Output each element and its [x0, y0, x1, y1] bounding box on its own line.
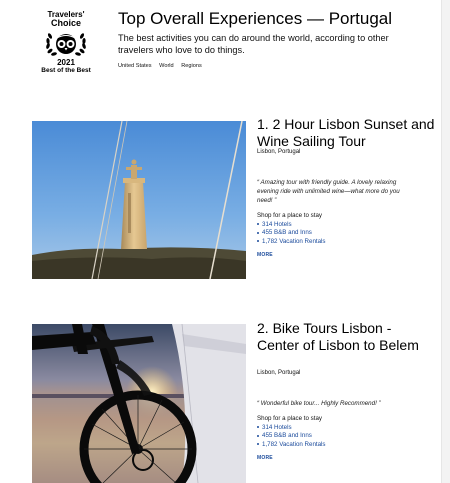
- link-bnb-label[interactable]: 455 B&B and Inns: [262, 432, 312, 440]
- region-filters: [118, 62, 208, 70]
- bullet-icon: [257, 435, 259, 437]
- more-link[interactable]: MORE: [257, 455, 273, 461]
- badge-line-2: Choice: [50, 18, 81, 28]
- stay-links: [257, 424, 326, 449]
- link-bnb[interactable]: [257, 229, 326, 237]
- page-subtitle: The best activities you can do around the world, according to other travelers who love to do things.: [118, 33, 389, 55]
- bullet-icon: [257, 443, 259, 445]
- filter-world[interactable]: World: [159, 63, 174, 69]
- bullet-icon: [257, 240, 259, 242]
- shop-for-stay-label: Shop for a place to stay: [257, 212, 323, 219]
- page-title: Top Overall Experiences — Portugal: [118, 9, 393, 28]
- owl-laurel-icon: [41, 29, 91, 59]
- link-vacation-rentals-label[interactable]: 1,782 Vacation Rentals: [262, 440, 326, 448]
- link-hotels[interactable]: [257, 424, 326, 432]
- listing-location: Lisbon, Portugal: [257, 370, 301, 376]
- shop-for-stay-label: Shop for a place to stay: [257, 415, 323, 422]
- bullet-icon: [257, 426, 259, 428]
- link-vacation-rentals[interactable]: [257, 238, 326, 246]
- listing-photo-lisbon-sunset[interactable]: [32, 121, 246, 279]
- listing-location: Lisbon, Portugal: [257, 149, 301, 155]
- bullet-icon: [257, 223, 259, 225]
- listing-title[interactable]: 2. Bike Tours Lisbon - Center of Lisbon to Belem: [257, 320, 419, 353]
- badge-subtitle: Best of the Best: [41, 67, 91, 74]
- link-bnb-label[interactable]: 455 B&B and Inns: [262, 229, 312, 237]
- badge-line-1: Travelers': [47, 10, 85, 19]
- listing-photo-bike-tour[interactable]: [32, 324, 246, 483]
- link-bnb[interactable]: [257, 432, 326, 440]
- more-link[interactable]: MORE: [257, 252, 273, 258]
- cristo-rei-photo: [32, 121, 246, 279]
- travelers-choice-badge: [34, 10, 98, 75]
- stay-links: [257, 221, 326, 246]
- link-vacation-rentals-label[interactable]: 1,782 Vacation Rentals: [262, 237, 326, 245]
- filter-regions[interactable]: Regions: [181, 63, 202, 69]
- listing-review: “ Amazing tour with friendly guide. A lovely relaxing evening ride with unlimited wine—what more do you need! ”: [257, 179, 400, 204]
- link-hotels-label[interactable]: 314 Hotels: [262, 424, 292, 431]
- listing-title[interactable]: 1. 2 Hour Lisbon Sunset and Wine Sailing Tour: [257, 116, 435, 149]
- bike-sunset-photo: [32, 324, 246, 483]
- badge-year: 2021: [57, 58, 75, 67]
- listing-review: “ Wonderful bike tour... Highly Recommend! ”: [257, 400, 381, 407]
- link-hotels-label[interactable]: 314 Hotels: [262, 221, 292, 228]
- link-hotels[interactable]: [257, 221, 326, 229]
- bullet-icon: [257, 232, 259, 234]
- filter-united-states[interactable]: United States: [118, 63, 152, 69]
- scrollbar[interactable]: [441, 0, 450, 483]
- link-vacation-rentals[interactable]: [257, 441, 326, 449]
